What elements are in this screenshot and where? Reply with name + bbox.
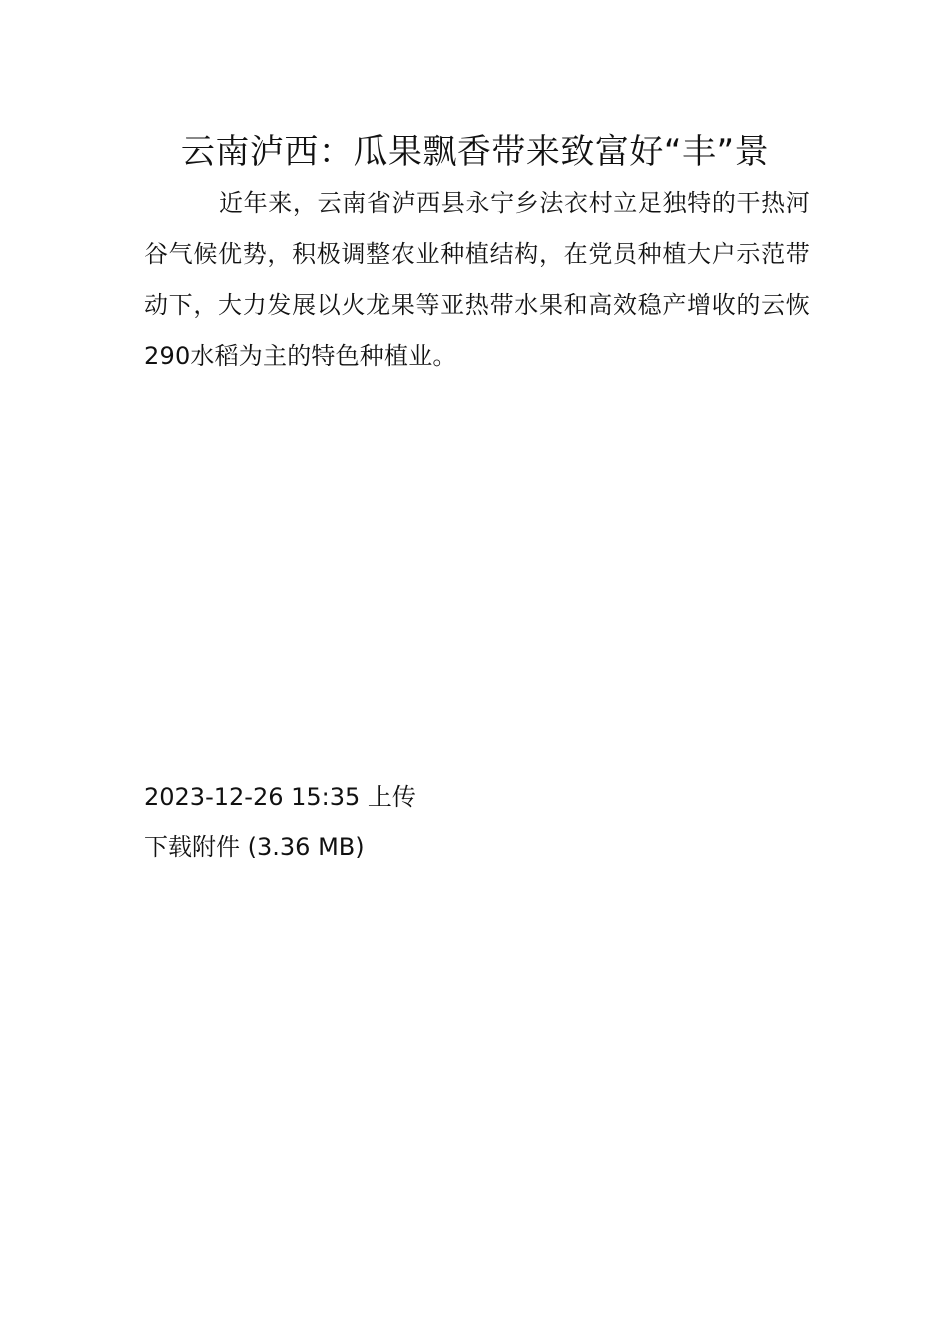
article-title: 云南泸西：瓜果飘香带来致富好“丰”景 <box>180 132 770 172</box>
download-label[interactable]: 下载附件 <box>144 833 240 861</box>
file-size: (3.36 MB) <box>247 833 365 861</box>
download-attachment-link[interactable] <box>144 827 365 867</box>
article-body: 近年来，云南省泸西县永宁乡法衣村立足独特的干热河谷气候优势，积极调整农业种植结构，在党员种植大户示范带动下，大力发展以火龙果等亚热带水果和高效稳产增收的云恢290水稻为主的特色种植业。 <box>144 189 810 370</box>
upload-info <box>144 777 416 817</box>
upload-time: 2023-12-26 15:35 <box>144 783 361 811</box>
upload-label: 上传 <box>367 783 416 811</box>
